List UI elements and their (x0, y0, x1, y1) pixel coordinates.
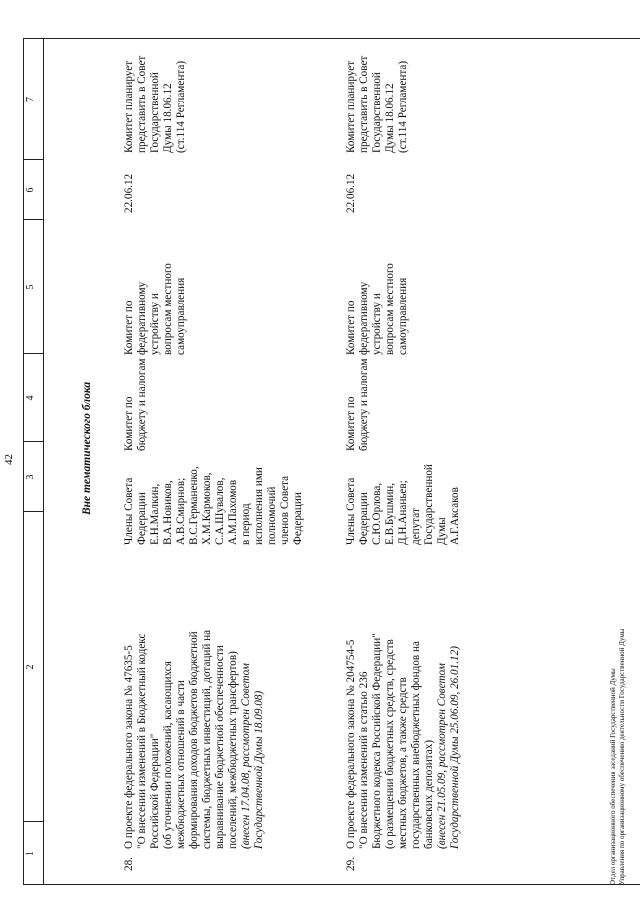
text-line: О проекте федерального закона № 204754-5 (345, 639, 357, 849)
text-line: (о размещении бюджетных средств, средств (384, 639, 396, 849)
text-line: А.В.Смирнов; (175, 477, 187, 545)
text-line: (внесен 21.05.09, рассмотрен Советом (436, 663, 448, 849)
text-line: О проекте федерального закона № 47635-5 (123, 645, 135, 849)
text-line: формирования доходов бюджетов бюджетной (188, 631, 200, 849)
text-line: А.М.Пахомов (227, 479, 239, 545)
text-line: бюджету и налогам (358, 358, 370, 451)
committee-note (123, 56, 188, 153)
text-line: поселений, межбюджетных трансфертов) (227, 651, 239, 849)
text-line: (ст.114 Регламента) (397, 60, 409, 153)
text-line: федеративному (358, 281, 370, 355)
text-line: Члены Совета (123, 477, 135, 545)
column-number: 1 (25, 851, 36, 856)
bill-description (123, 630, 266, 849)
planned-date: 22.06.12 (345, 173, 357, 213)
text-line: Комитет по (345, 300, 357, 355)
committee-note (345, 56, 410, 153)
co-executor-committee (345, 263, 410, 355)
text-line: В.А.Новиков, (162, 480, 174, 545)
text-line: В.С.Германенко, (188, 466, 200, 545)
text-line: государственных внебюджетных фондов на (410, 641, 422, 849)
lead-committee (345, 359, 371, 452)
text-line: депутат (410, 508, 422, 545)
text-line: Государственной Думы 25.06.09, 26.01.12) (449, 646, 461, 849)
planned-date: 22.06.12 (123, 173, 135, 213)
text-line: (внесен 17.04.08, рассмотрен Советом (240, 663, 252, 849)
text-line: Члены Совета (345, 477, 357, 545)
text-line: Комитет планирует (345, 60, 357, 153)
text-line: "О внесении изменений в статью 236 (358, 671, 370, 849)
text-line: Федерации (292, 492, 304, 545)
text-line: Федерации (136, 492, 148, 545)
text-line: Государственной (371, 72, 383, 153)
text-line: Д.Н.Ананьев; (397, 480, 409, 545)
text-line: членов Совета (279, 475, 291, 545)
text-line: Думы (436, 517, 448, 545)
text-line: Бюджетного кодекса Российской Федерации" (371, 633, 383, 849)
text-line: Комитет по (123, 300, 135, 355)
text-line: Российской Федерации" (149, 733, 161, 849)
bill-description (345, 633, 462, 849)
table-border-right (23, 38, 640, 39)
text-line: межбюджетных отношений в части (175, 680, 187, 849)
column-number: 3 (25, 474, 36, 480)
text-line: Государственной Думы 18.09.08) (253, 690, 265, 849)
column-number: 5 (25, 284, 36, 290)
text-line: Х.М.Кармоков, (201, 472, 213, 545)
text-line: А.Г.Аксаков (449, 487, 461, 545)
text-line: представить в Совет (358, 55, 370, 153)
text-line: (ст.114 Регламента) (175, 60, 187, 153)
row-number: 29. (345, 857, 357, 871)
text-line: Е.Н.Малкин, (149, 483, 161, 545)
text-line: Е.В.Бушмин, (384, 482, 396, 545)
text-line: федеративному (136, 281, 148, 355)
bill-authors (345, 464, 462, 545)
bill-authors (123, 466, 305, 545)
column-number: 7 (25, 97, 36, 102)
text-line: Государственной (149, 72, 161, 153)
text-line: полномочий (266, 486, 278, 545)
header-bottom-line (43, 39, 44, 885)
page-number: 42 (3, 454, 15, 465)
text-line: системы, бюджетных инвестиций, дотаций на (201, 629, 213, 849)
text-line: самоуправления (397, 277, 409, 355)
footer-line: Управления по организационному обеспечению деятельности Государственной Думы (618, 628, 626, 885)
table-border-top (23, 39, 24, 885)
text-line: вопросам местного (384, 263, 396, 355)
text-line: С.А.Шувалов, (214, 477, 226, 545)
text-line: Думы 18.06.12 (384, 83, 396, 153)
text-line: устройству и (371, 293, 383, 355)
section-title: Вне тематического блока (81, 381, 93, 515)
text-line: Комитет по (123, 396, 135, 451)
lead-committee (123, 359, 149, 452)
text-line: в период (240, 503, 252, 545)
text-line: выравнивание бюджетной обеспеченности (214, 645, 226, 849)
text-line: Комитет планирует (123, 60, 135, 153)
column-number: 4 (25, 395, 36, 401)
text-line: С.Ю.Орлова, (371, 482, 383, 545)
text-line: исполнения ими (253, 467, 265, 545)
row-number: 28. (123, 857, 135, 871)
plan-table (23, 39, 640, 885)
column-number: 2 (25, 664, 36, 670)
text-line: Комитет по (345, 396, 357, 451)
text-line: устройству и (149, 293, 161, 355)
text-line: "О внесении изменений в Бюджетный кодекс (136, 633, 148, 849)
text-line: банковских депозитах) (423, 739, 435, 849)
text-line: Федерации (358, 492, 370, 545)
footer-line: Отдел организационного обеспечения заседаний Государственной Думы (609, 668, 617, 885)
co-executor-committee (123, 263, 188, 355)
table-border-left (23, 884, 640, 885)
text-line: представить в Совет (136, 55, 148, 153)
column-number: 6 (25, 187, 36, 193)
text-line: местных бюджетов, а также средств (397, 677, 409, 849)
text-line: бюджету и налогам (136, 358, 148, 451)
text-line: Государственной (423, 464, 435, 545)
text-line: Думы 18.06.12 (162, 83, 174, 153)
text-line: вопросам местного (162, 263, 174, 355)
text-line: (об уточнении положений, касающихся (162, 661, 174, 849)
text-line: самоуправления (175, 277, 187, 355)
